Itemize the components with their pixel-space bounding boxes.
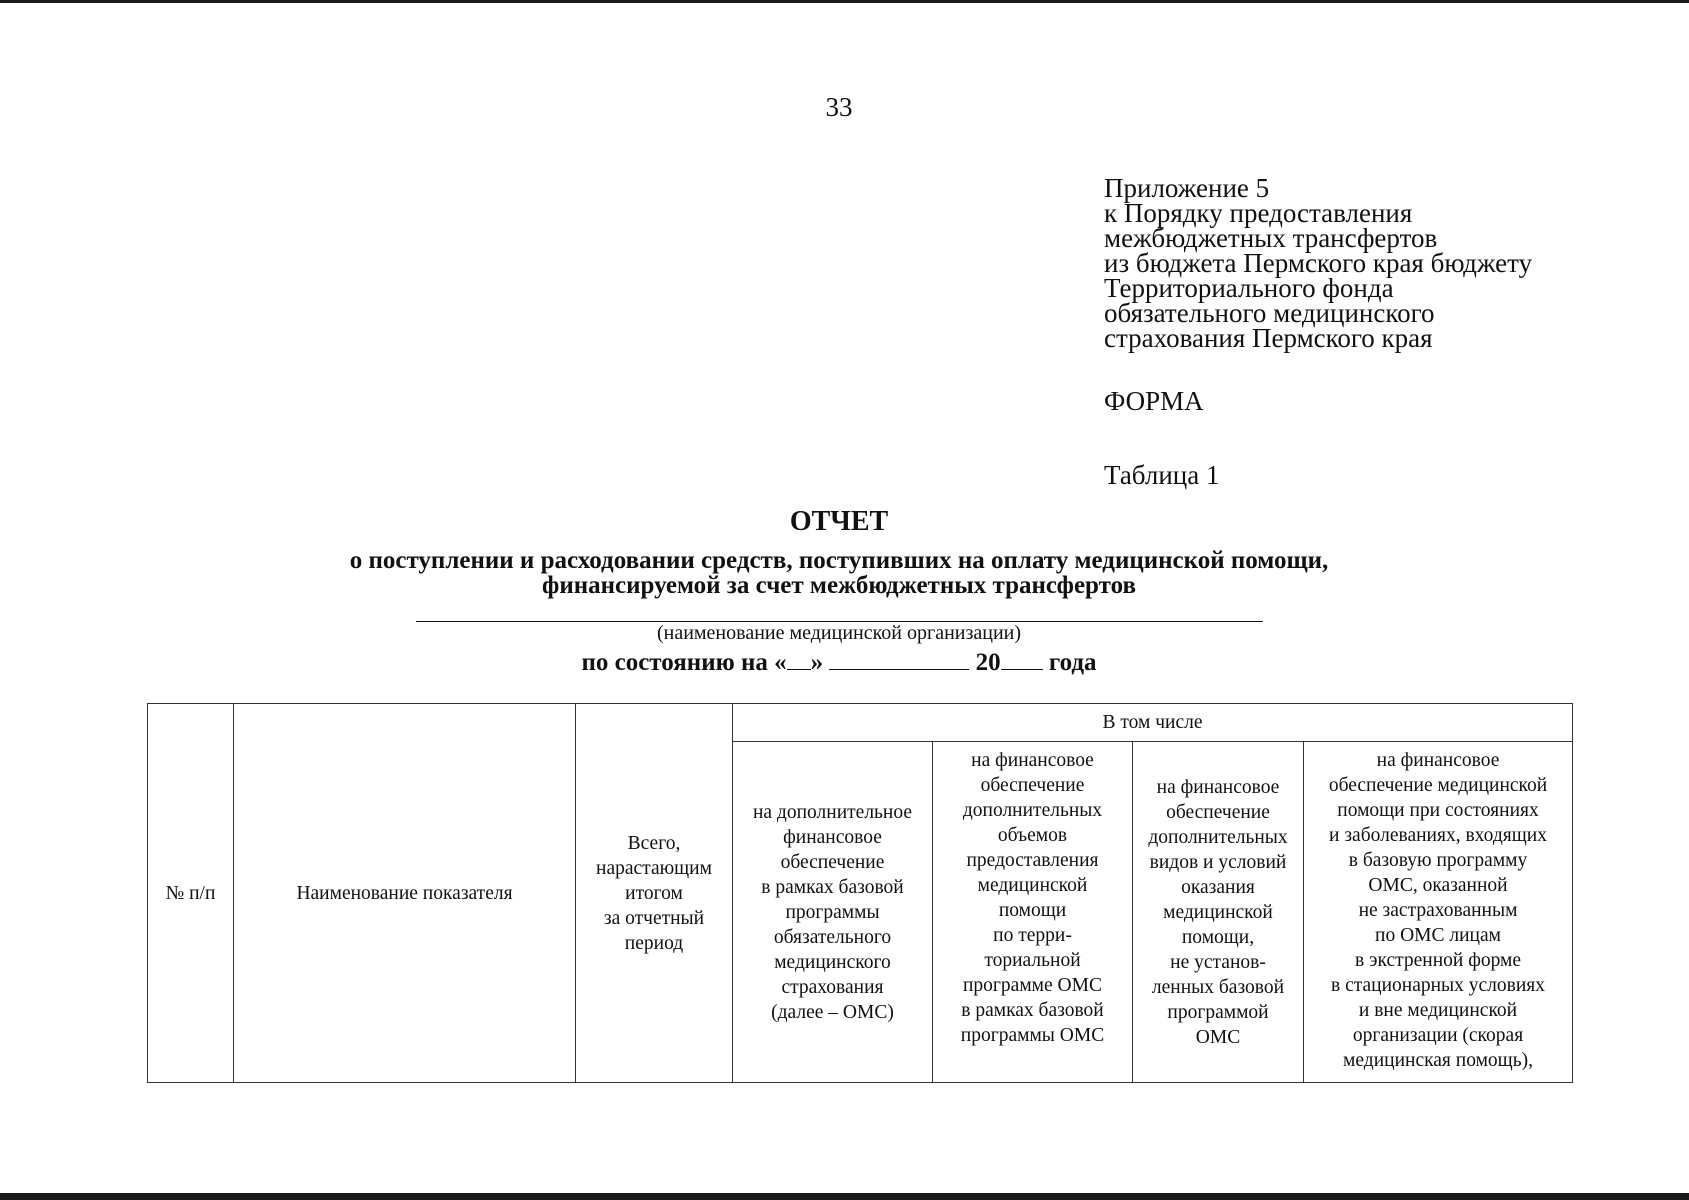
header-emergency-uninsured <box>1304 742 1573 1083</box>
header-indicator-name: Наименование показателя <box>234 704 576 1083</box>
header-line: ториальной <box>984 950 1081 971</box>
form-label: ФОРМА <box>1104 386 1204 416</box>
appendix-line: из бюджета Пермского края бюджету <box>1104 248 1533 278</box>
header-line: видов и условий <box>1149 851 1287 873</box>
header-line: организации (скорая <box>1352 1025 1524 1046</box>
header-total-line: Всего, <box>627 832 681 854</box>
header-line: на дополнительное <box>752 801 913 823</box>
header-total-line: итогом <box>625 882 683 904</box>
header-line: дополнительных <box>1148 826 1288 848</box>
header-line: программой <box>1167 1001 1269 1023</box>
header-line: дополнительных <box>962 800 1103 821</box>
as-of-prefix: по состоянию на « <box>581 649 787 676</box>
header-additional-types <box>1133 742 1304 1083</box>
header-line: в стационарных условиях <box>1331 975 1546 996</box>
appendix-line: страхования Пермского края <box>1104 323 1433 353</box>
day-blank <box>787 647 811 670</box>
page-number: 33 <box>825 92 853 122</box>
header-line: по ОМС лицам <box>1375 925 1501 946</box>
as-of-mid: » <box>810 649 824 676</box>
header-line: ОМС, оказанной <box>1368 875 1508 896</box>
header-line: на финансовое <box>1156 776 1280 798</box>
header-line: помощи <box>998 900 1067 921</box>
header-line: в базовую программу <box>1348 850 1528 871</box>
year-blank <box>1001 647 1043 670</box>
header-line: на финансовое <box>1376 750 1500 771</box>
header-line: обеспечение <box>980 775 1085 796</box>
header-line: в экстренной форме <box>1355 950 1522 971</box>
header-line: помощи при состояниях <box>1337 800 1539 821</box>
header-line: ленных базовой <box>1151 976 1285 998</box>
header-line: медицинской <box>1163 901 1273 923</box>
header-line: программы <box>785 901 880 923</box>
header-line: программы ОМС <box>960 1025 1105 1046</box>
header-line: обеспечение <box>780 851 885 873</box>
header-line: оказания <box>1181 876 1255 898</box>
header-line: финансовое <box>783 826 882 848</box>
header-line: обеспечение медицинской <box>1328 775 1548 796</box>
report-subtitle <box>0 548 1678 598</box>
header-line: программе ОМС <box>963 975 1102 996</box>
month-blank <box>829 647 969 670</box>
appendix-line: Территориального фонда <box>1104 273 1394 303</box>
appendix-note <box>1104 173 1664 353</box>
header-additional-volumes <box>933 742 1133 1083</box>
header-line: в рамках базовой <box>961 1000 1104 1021</box>
header-line: не установ- <box>1170 951 1266 973</box>
header-line: предоставления <box>966 850 1099 871</box>
header-line: обеспечение <box>1166 801 1270 823</box>
header-line: помощи, <box>1181 926 1255 948</box>
header-line: и вне медицинской <box>1358 1000 1518 1021</box>
header-line: на финансовое <box>971 750 1094 771</box>
header-line: ОМС <box>1195 1026 1241 1048</box>
report-title: ОТЧЕТ <box>789 506 889 537</box>
scan-edge-top <box>0 0 1689 3</box>
header-line: в рамках базовой <box>761 876 904 898</box>
appendix-line: Приложение 5 <box>1104 173 1270 203</box>
appendix-line: обязательного медицинского <box>1104 298 1435 328</box>
report-subtitle-line: финансируемой за счет межбюджетных трансфертов <box>542 572 1136 599</box>
header-line: страхования <box>781 976 884 998</box>
header-line: обязательного <box>773 926 892 948</box>
header-line: не застрахованным <box>1358 900 1518 921</box>
header-line: по терри- <box>993 925 1072 946</box>
report-table <box>147 703 1573 1083</box>
header-line: (далее – ОМС) <box>771 1001 894 1023</box>
as-of-date-line <box>0 647 1678 677</box>
report-subtitle-line: о поступлении и расходовании средств, поступивших на оплату медицинской помощи, <box>349 547 1329 574</box>
header-additional-financing <box>733 742 933 1083</box>
table-label: Таблица 1 <box>1104 460 1220 490</box>
header-total-line: период <box>624 932 684 954</box>
header-line: медицинская помощь), <box>1343 1050 1533 1071</box>
header-line: медицинского <box>774 951 891 973</box>
header-total-line: нарастающим <box>596 857 712 879</box>
header-line: объемов <box>997 825 1068 846</box>
header-line: медицинской <box>977 875 1088 896</box>
year-prefix: 20 <box>975 649 1001 676</box>
org-name-caption: (наименование медицинской организации) <box>656 622 1022 644</box>
header-including-group: В том числе <box>733 704 1573 742</box>
header-line: и заболеваниях, входящих <box>1329 825 1547 846</box>
appendix-line: межбюджетных трансфертов <box>1104 223 1438 253</box>
header-number: № п/п <box>148 704 234 1083</box>
appendix-line: к Порядку предоставления <box>1104 198 1413 228</box>
header-total <box>576 704 733 1083</box>
header-total-line: за отчетный <box>603 907 705 929</box>
as-of-suffix: года <box>1048 649 1097 676</box>
scan-edge-bottom <box>0 1193 1689 1200</box>
